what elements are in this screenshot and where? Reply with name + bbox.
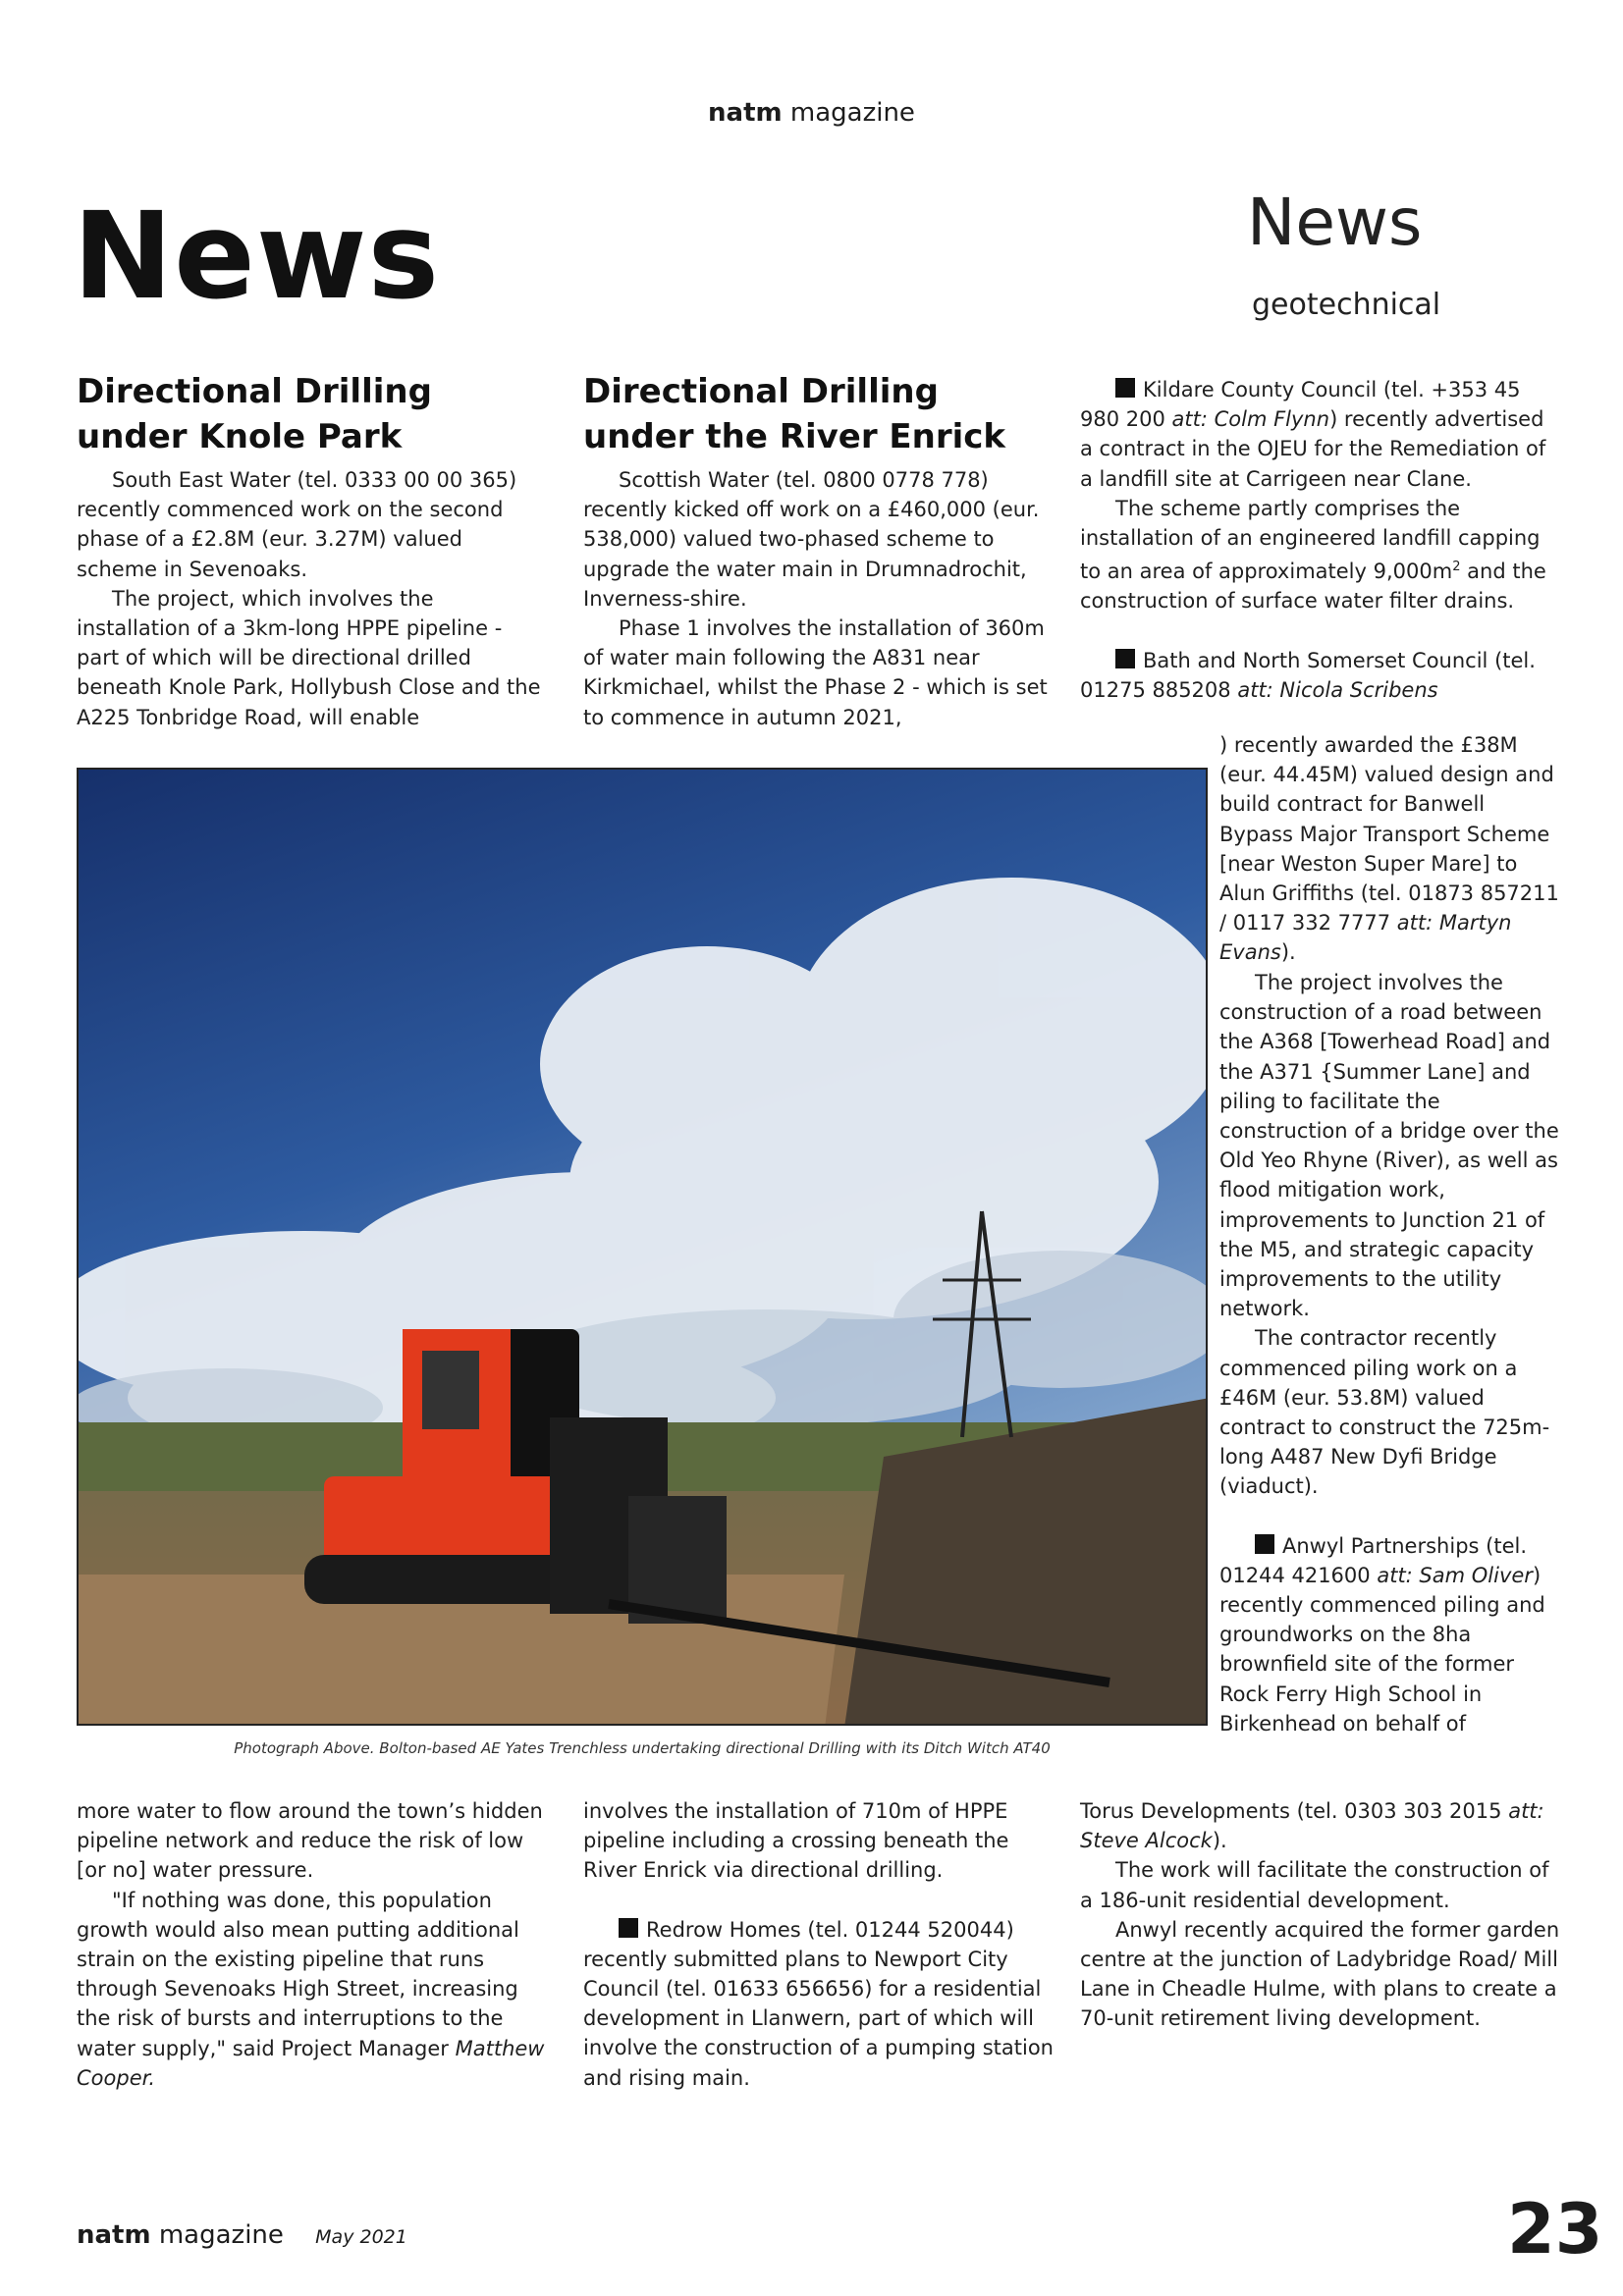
masthead xyxy=(0,98,1623,128)
article-river-enrick-top xyxy=(583,369,1059,732)
paragraph: Torus Developments (tel. 0303 303 2015 att: Steve Alcock). xyxy=(1080,1799,1544,1853)
article-heading xyxy=(583,369,1059,459)
heading-line-2: under Knole Park xyxy=(77,417,403,456)
news-item-bath: Bath and North Somerset Council (tel. 01275 885208 att: Nicola Scribens xyxy=(1080,648,1536,702)
heading-line-1: Directional Drilling xyxy=(583,372,939,411)
paragraph: more water to flow around the town’s hidden pipeline network and reduce the risk of low [or no] water pressure. xyxy=(77,1799,543,1883)
heading-line-2: under the River Enrick xyxy=(583,417,1006,456)
bullet-square-icon xyxy=(1115,378,1135,398)
article-knole-park-bottom xyxy=(77,1796,548,2093)
paragraph: Phase 1 involves the installation of 360m of water main following the A831 near Kirkmichael, whilst the Phase 2 - which is set to commence in autumn 2021, xyxy=(583,616,1048,729)
news-column-lower xyxy=(1080,1796,1561,2034)
page-number: 23 xyxy=(1507,2189,1603,2269)
bath-contact-name: att: Martyn Evans xyxy=(1219,911,1512,965)
photo-illustration xyxy=(79,770,1208,1726)
paragraph: The scheme partly comprises the installation of an engineered landfill capping to an area of approximately $9,000m^2$ and the construction of surface water filter drains. xyxy=(1080,496,1546,614)
bath-contract-text: ) recently awarded the £38M (eur. 44.45M) valued design and build contract for Banwell Bypass Major Transport Scheme [near Weston Super Mare] to Alun Griffiths (tel. 01873 857211 / 0117 332 7777 xyxy=(1219,733,1559,935)
paragraph: South East Water (tel. 0333 00 00 365) recently commenced work on the second phase of a £2.8M (eur. 3.27M) valued scheme in Sevenoaks. xyxy=(77,468,517,581)
section-subtitle: geotechnical xyxy=(1252,288,1441,322)
news-item-kildare: Kildare County Council (tel. +353 45 980 200 att: Colm Flynn) recently advertised a contract in the OJEU for the Remediation of a landfill site at Carrigeen near Clane. xyxy=(1080,378,1546,491)
masthead-brand: natm xyxy=(708,98,783,128)
article-heading xyxy=(77,369,548,459)
photo-caption: Photograph Above. Bolton-based AE Yates Trenchless undertaking directional Drilling with its Ditch Witch AT40 xyxy=(234,1739,1051,1757)
bullet-square-icon xyxy=(1115,649,1135,668)
news-column-upper xyxy=(1080,375,1561,705)
heading-line-1: Directional Drilling xyxy=(77,372,432,411)
page-title: News xyxy=(73,187,441,326)
paragraph: involves the installation of 710m of HPPE pipeline including a crossing beneath the River Enrick via directional drilling. xyxy=(583,1799,1009,1883)
bullet-square-icon xyxy=(619,1918,638,1938)
footer-title: magazine xyxy=(158,2220,284,2250)
masthead-title: magazine xyxy=(789,98,915,128)
paragraph: "If nothing was done, this population growth would also mean putting additional strain on the existing pipeline that runs through Sevenoaks High Street, increasing the risk of bursts and interruptions to the water supply," said Project Manager Matthew Cooper. xyxy=(77,1888,545,2090)
bullet-square-icon xyxy=(1255,1534,1274,1554)
footer-brand: natm xyxy=(77,2220,151,2250)
news-column-narrow-bath xyxy=(1219,968,1561,1738)
footer xyxy=(77,2220,407,2250)
section-title: News xyxy=(1247,185,1423,260)
article-knole-park-top xyxy=(77,369,548,732)
paragraph-bath-cont xyxy=(1219,730,1561,968)
paragraph: The work will facilitate the construction of a 186-unit residential development. xyxy=(1080,1858,1549,1912)
news-item-redrow: Redrow Homes (tel. 01244 520044) recently submitted plans to Newport City Council (tel. 01633 656656) for a residential development in Llanwern, part of which will involve the construction of a pumping station and rising main. xyxy=(583,1917,1054,2090)
drilling-rig-photo xyxy=(77,768,1208,1726)
paragraph: The project, which involves the installation of a 3km-long HPPE pipeline - part of which will be directional drilled beneath Knole Park, Hollybush Close and the A225 Tonbridge Road, will enable xyxy=(77,586,541,729)
news-item-anwyl: Anwyl Partnerships (tel. 01244 421600 att: Sam Oliver) recently commenced piling and groundworks on the 8ha brownfield site of the former Rock Ferry High School in Birkenhead on behalf of xyxy=(1219,1533,1545,1735)
paragraph: Scottish Water (tel. 0800 0778 778) recently kicked off work on a £460,000 (eur. 538,000) valued two-phased scheme to upgrade the water main in Drumnadrochit, Inverness-shire. xyxy=(583,468,1040,611)
news-column-narrow xyxy=(1219,730,1561,968)
paragraph: Anwyl recently acquired the former garden centre at the junction of Ladybridge Road/ Mill Lane in Cheadle Hulme, with plans to create a 70-unit retirement living development. xyxy=(1080,1917,1560,2031)
paragraph: The contractor recently commenced piling work on a £46M (eur. 53.8M) valued contract to construct the 725m-long A487 New Dyfi Bridge (viaduct). xyxy=(1219,1326,1550,1499)
article-river-enrick-bottom xyxy=(583,1796,1059,2093)
paragraph: The project involves the construction of a road between the A368 [Towerhead Road] and the A371 {Summer Lane] and piling to facilitate the construction of a bridge over the Old Yeo Rhyne (River), as well as flood mitigation work, improvements to Junction 21 of the M5, and strategic capacity improvements to the utility network. xyxy=(1219,971,1559,1321)
issue-date: May 2021 xyxy=(315,2226,407,2248)
bath-contract-end: ). xyxy=(1280,940,1296,965)
